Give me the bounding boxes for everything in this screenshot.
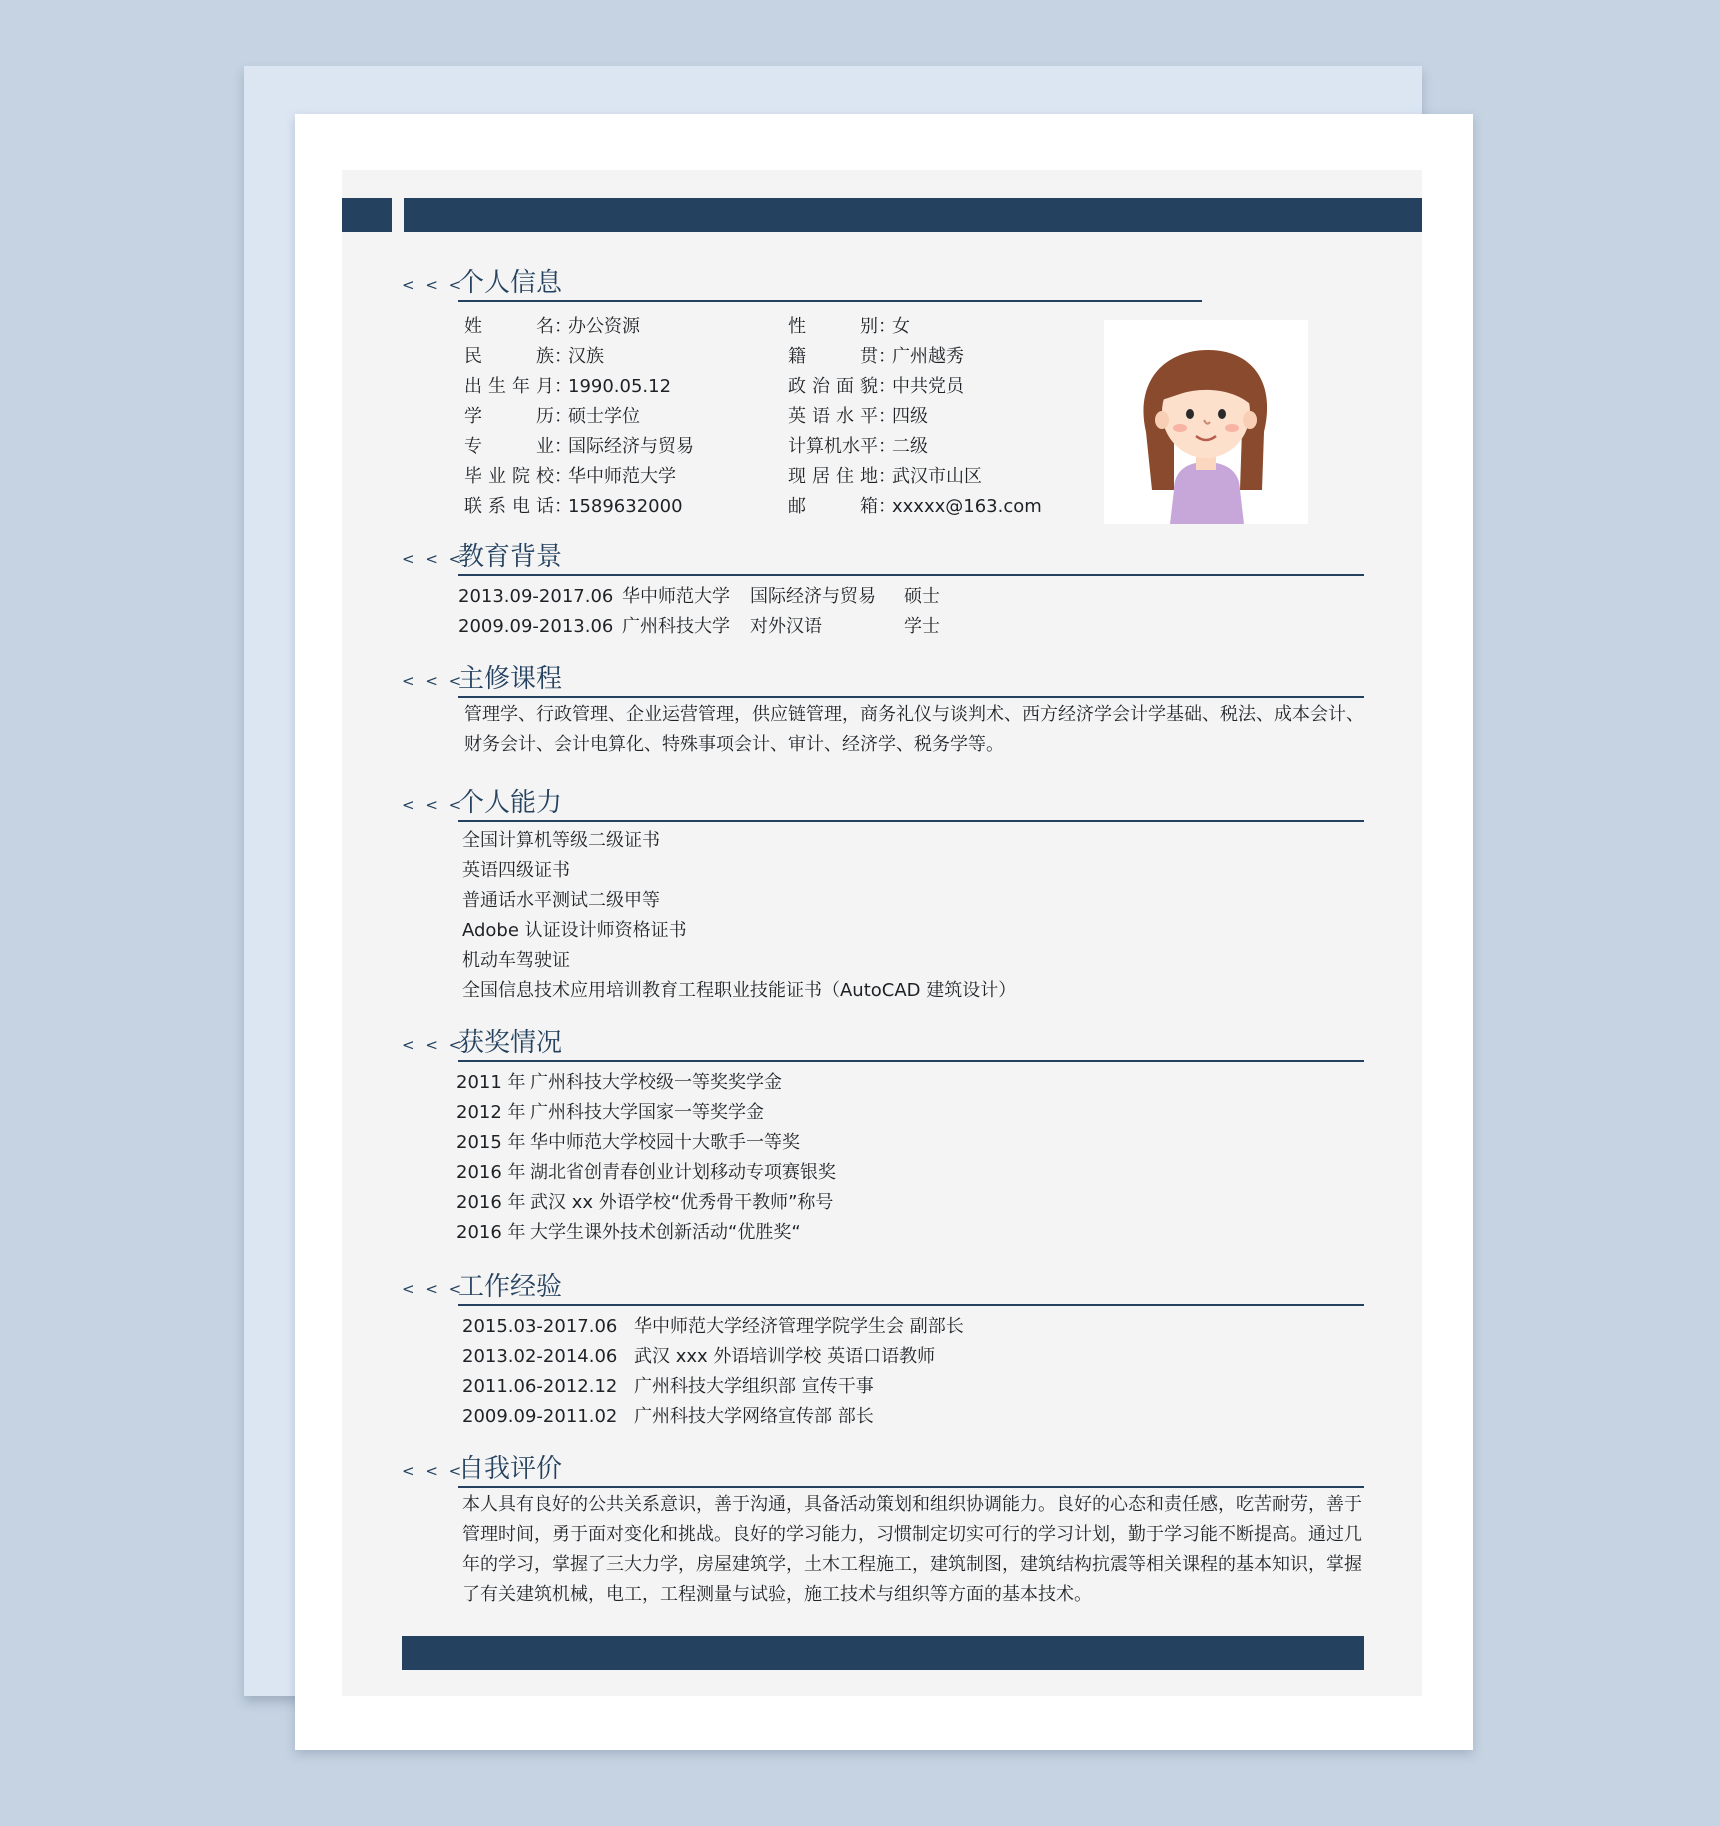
work-item: 2013.02-2014.06 武汉 xxx 外语培训学校 英语口语教师 (462, 1346, 936, 1367)
chevrons-icon: < < < (402, 550, 465, 568)
section-divider (458, 574, 1364, 576)
section-header (402, 1452, 1364, 1492)
skill-item: 普通话水平测试二级甲等 (462, 890, 660, 911)
section-header (402, 1270, 1364, 1310)
info-birthdate: 出生年月：1990.05.12 (464, 376, 672, 397)
award-item: 2016 年 武汉 xx 外语学校“优秀骨干教师”称号 (456, 1192, 834, 1213)
avatar-illustration-icon (1104, 320, 1308, 524)
section-self-evaluation (402, 1452, 1364, 1622)
chevrons-icon: < < < (402, 1462, 465, 1480)
section-header (402, 266, 1364, 306)
skill-item: 全国计算机等级二级证书 (462, 830, 660, 851)
chevrons-icon: < < < (402, 1280, 465, 1298)
info-hometown: 籍贯：广州越秀 (788, 346, 964, 367)
info-name: 姓名：办公资源 (464, 316, 640, 337)
award-item: 2012 年 广州科技大学国家一等奖学金 (456, 1102, 764, 1123)
education-row: 2013.09-2017.06 华中师范大学 国际经济与贸易 硕士 (458, 586, 940, 607)
section-header (402, 662, 1364, 702)
section-title: 获奖情况 (458, 1028, 563, 1058)
section-header (402, 1026, 1364, 1066)
award-item: 2011 年 广州科技大学校级一等奖奖学金 (456, 1072, 782, 1093)
chevrons-icon: < < < (402, 672, 465, 690)
work-item: 2009.09-2011.02 广州科技大学网络宣传部 部长 (462, 1406, 874, 1427)
skill-item: Adobe 认证设计师资格证书 (462, 920, 687, 941)
section-work (402, 1270, 1364, 1430)
section-title: 个人能力 (458, 788, 563, 818)
section-courses (402, 662, 1364, 772)
chevrons-icon: < < < (402, 796, 465, 814)
section-skills (402, 786, 1364, 1006)
skill-item: 机动车驾驶证 (462, 950, 570, 971)
courses-text: 管理学、行政管理、企业运营管理，供应链管理，商务礼仪与谈判术、西方经济学会计学基础、税法、成本会计、财务会计、会计电算化、特殊事项会计、审计、经济学、税务学等。 (464, 704, 1364, 755)
section-title: 教育背景 (458, 542, 563, 572)
info-political-status: 政治面貌：中共党员 (788, 376, 964, 397)
section-title: 个人信息 (458, 268, 563, 298)
avatar (1104, 320, 1308, 524)
section-divider (458, 1304, 1364, 1306)
header-bar-right (404, 198, 1422, 232)
section-title: 主修课程 (458, 664, 563, 694)
info-residence: 现居住地：武汉市山区 (788, 466, 982, 487)
section-header (402, 540, 1364, 580)
info-ethnicity: 民族：汉族 (464, 346, 604, 367)
section-divider (458, 300, 1202, 302)
section-title: 自我评价 (458, 1454, 563, 1484)
info-email: 邮箱：xxxxx@163.com (788, 496, 1042, 517)
award-item: 2016 年 大学生课外技术创新活动“优胜奖“ (456, 1222, 801, 1243)
section-header (402, 786, 1364, 826)
award-item: 2016 年 湖北省创青春创业计划移动专项赛银奖 (456, 1162, 836, 1183)
header-bar-left (342, 198, 392, 232)
section-awards (402, 1026, 1364, 1256)
footer-bar (402, 1636, 1364, 1670)
section-education (402, 540, 1364, 650)
info-education-level: 学历：硕士学位 (464, 406, 640, 427)
info-english-level: 英语水平：四级 (788, 406, 928, 427)
info-gender: 性别：女 (788, 316, 910, 337)
section-title: 工作经验 (458, 1272, 563, 1302)
section-divider (458, 696, 1364, 698)
award-item: 2015 年 华中师范大学校园十大歌手一等奖 (456, 1132, 800, 1153)
info-major: 专业：国际经济与贸易 (464, 436, 694, 457)
resume-page (342, 170, 1422, 1696)
section-divider (458, 1060, 1364, 1062)
info-computer-level: 计算机水平：二级 (788, 436, 928, 457)
info-graduate-school: 毕业院校：华中师范大学 (464, 466, 676, 487)
skill-item: 全国信息技术应用培训教育工程职业技能证书（AutoCAD 建筑设计） (462, 980, 1017, 1001)
skill-item: 英语四级证书 (462, 860, 570, 881)
work-item: 2011.06-2012.12 广州科技大学组织部 宣传干事 (462, 1376, 874, 1397)
chevrons-icon: < < < (402, 276, 465, 294)
section-divider (458, 1486, 1364, 1488)
chevrons-icon: < < < (402, 1036, 465, 1054)
education-row: 2009.09-2013.06 广州科技大学 对外汉语 学士 (458, 616, 940, 637)
work-item: 2015.03-2017.06 华中师范大学经济管理学院学生会 副部长 (462, 1316, 964, 1337)
info-phone: 联系电话：1589632000 (464, 496, 683, 517)
self-evaluation-text: 本人具有良好的公共关系意识，善于沟通，具备活动策划和组织协调能力。良好的心态和责任感，吃苦耐劳，善于管理时间，勇于面对变化和挑战。良好的学习能力，习惯制定切实可行的学习计划，勤于学习能不断提高。通过几年的学习，掌握了三大力学，房屋建筑学，土木工程施工，建筑制图，建筑结构抗震等相关课程的基本知识，掌握了有关建筑机械，电工，工程测量与试验，施工技术与组织等方面的基本技术。 (462, 1494, 1362, 1605)
section-divider (458, 820, 1364, 822)
